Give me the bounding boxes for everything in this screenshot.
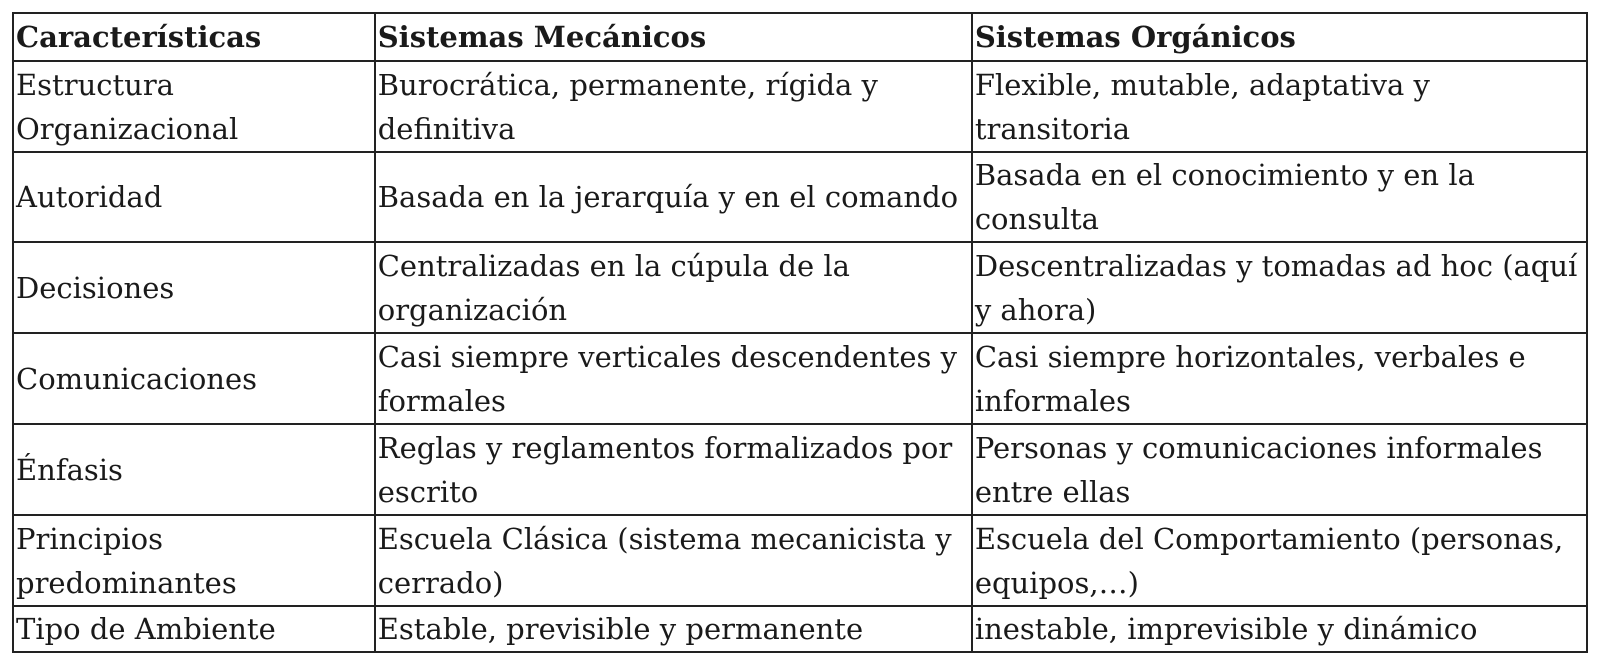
mecanicos-cell: Casi siempre verticales descendentes y formales (375, 333, 972, 424)
header-caracteristicas: Características (13, 13, 375, 61)
mecanicos-cell: Reglas y reglamentos formalizados por escrito (375, 424, 972, 515)
organicos-cell: Basada en el conocimiento y en la consulta (972, 152, 1587, 242)
table-row (13, 515, 1587, 606)
row-label: Comunicaciones (13, 333, 375, 424)
table-row (13, 424, 1587, 515)
table-row (13, 606, 1587, 652)
row-label: Estructura Organizacional (13, 61, 375, 152)
mecanicos-cell: Estable, previsible y permanente (375, 606, 972, 652)
row-label: Principios predominantes (13, 515, 375, 606)
organicos-cell: Flexible, mutable, adaptativa y transitoria (972, 61, 1587, 152)
row-label: Énfasis (13, 424, 375, 515)
table-row (13, 61, 1587, 152)
row-label: Tipo de Ambiente (13, 606, 375, 652)
row-label: Autoridad (13, 152, 375, 242)
mecanicos-cell: Basada en la jerarquía y en el comando (375, 152, 972, 242)
organicos-cell: Descentralizadas y tomadas ad hoc (aquí y ahora) (972, 242, 1587, 333)
organicos-cell: Personas y comunicaciones informales entre ellas (972, 424, 1587, 515)
table-row (13, 333, 1587, 424)
table-row (13, 242, 1587, 333)
organicos-cell: Casi siempre horizontales, verbales e informales (972, 333, 1587, 424)
mecanicos-cell: Burocrática, permanente, rígida y definitiva (375, 61, 972, 152)
header-sistemas-mecanicos: Sistemas Mecánicos (375, 13, 972, 61)
row-label: Decisiones (13, 242, 375, 333)
mecanicos-cell: Centralizadas en la cúpula de la organización (375, 242, 972, 333)
table-header-row (13, 13, 1587, 61)
comparison-table (12, 12, 1588, 653)
mecanicos-cell: Escuela Clásica (sistema mecanicista y cerrado) (375, 515, 972, 606)
header-sistemas-organicos: Sistemas Orgánicos (972, 13, 1587, 61)
organicos-cell: inestable, imprevisible y dinámico (972, 606, 1587, 652)
table-row (13, 152, 1587, 242)
organicos-cell: Escuela del Comportamiento (personas, equipos,…) (972, 515, 1587, 606)
